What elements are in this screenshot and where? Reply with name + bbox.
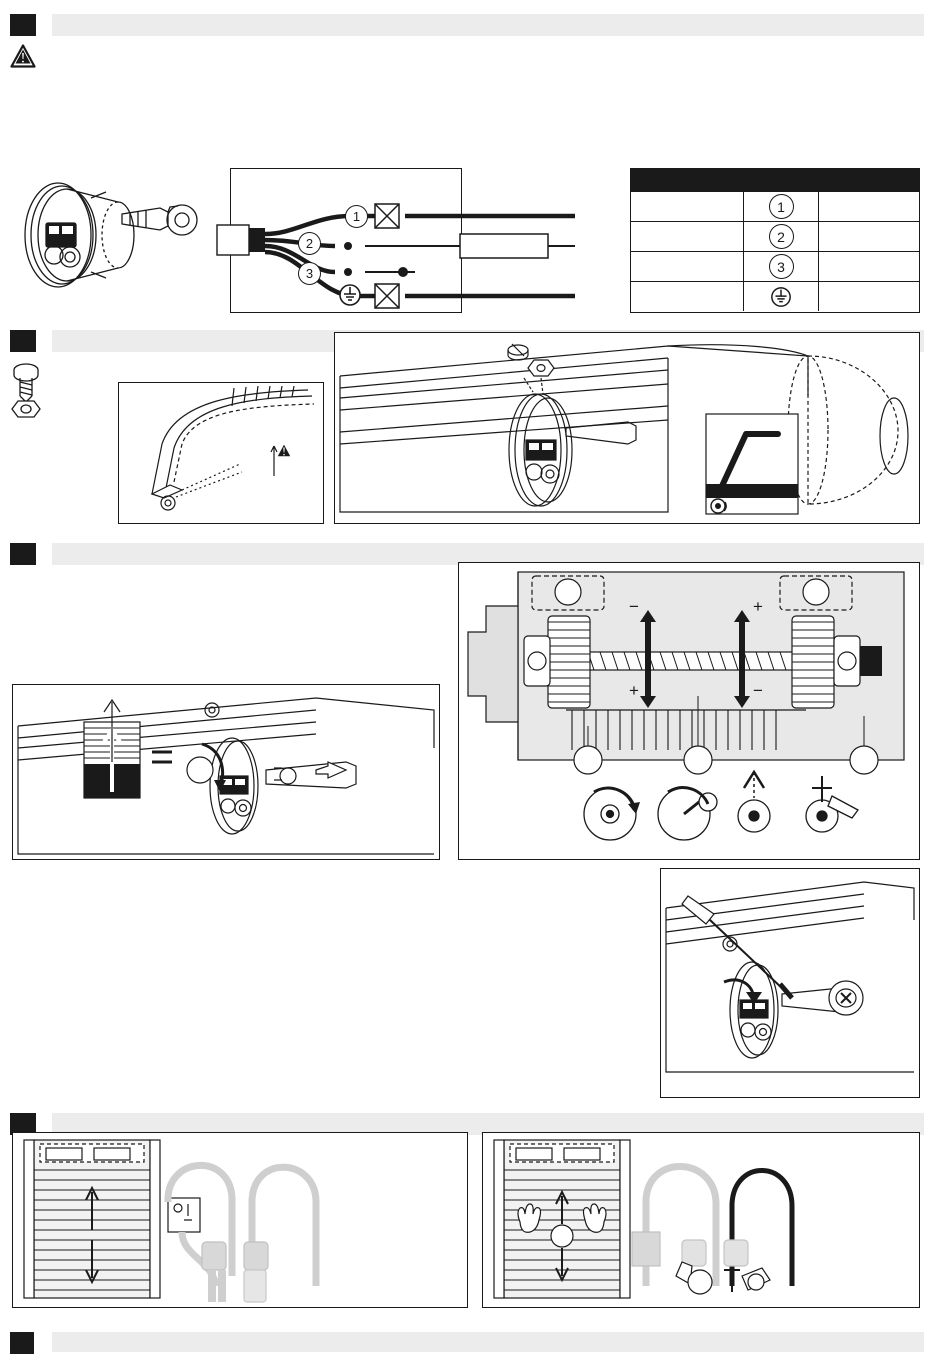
legend-cell-marker [744, 252, 819, 281]
legend-cell-note [819, 192, 919, 221]
operation-test-illustration-right [486, 1136, 916, 1304]
conductor-marker-3 [298, 262, 321, 285]
section-number-5 [10, 1332, 34, 1354]
legend-cell-note [819, 252, 919, 281]
svg-text:+: + [753, 597, 763, 616]
section-number-3 [10, 543, 36, 565]
svg-text:−: − [629, 597, 639, 616]
conductor-marker-2-label: 2 [305, 236, 314, 251]
legend-table-header [631, 169, 919, 191]
legend-cell-description [631, 282, 744, 311]
legend-cell-description [631, 222, 744, 251]
legend-cell-marker [744, 282, 819, 311]
warning-triangle-icon [10, 44, 36, 68]
section-bar-1 [52, 14, 924, 36]
detail-warning-icon [273, 440, 295, 460]
section-bar-5 [52, 1332, 924, 1352]
svg-text:−: − [753, 681, 763, 700]
legend-marker-1 [769, 194, 794, 219]
legend-cell-note [819, 282, 919, 311]
legend-cell-marker [744, 222, 819, 251]
table-row [631, 191, 919, 221]
table-row [631, 221, 919, 251]
legend-marker-2-label: 2 [777, 228, 785, 245]
legend-cell-description [631, 252, 744, 281]
svg-text:+: + [629, 681, 639, 700]
operation-test-illustration-left [16, 1136, 464, 1304]
table-row [631, 281, 919, 311]
legend-cell-description [631, 192, 744, 221]
table-row [631, 251, 919, 281]
legend-table [630, 168, 920, 313]
legend-marker-3-label: 3 [777, 258, 785, 275]
legend-marker-1-label: 1 [777, 198, 785, 215]
conductor-marker-1 [345, 205, 368, 228]
motor-illustration [10, 168, 210, 303]
legend-cell-note [819, 222, 919, 251]
travel-direction-illustration [16, 688, 436, 856]
earth-symbol-icon [338, 283, 362, 307]
conductor-marker-1-label: 1 [352, 209, 361, 224]
section-number-2 [10, 330, 36, 352]
legend-marker-2 [769, 224, 794, 249]
limit-adjustment-illustration [462, 566, 916, 856]
conductor-marker-2 [298, 232, 321, 255]
conductor-marker-3-label: 3 [305, 266, 314, 281]
legend-earth-icon [770, 286, 792, 308]
wiring-schematic [215, 168, 590, 313]
motor-install-illustration [338, 336, 916, 520]
nut-icon [10, 398, 42, 420]
legend-cell-marker [744, 192, 819, 221]
legend-marker-3 [769, 254, 794, 279]
screwdriver-adjust-illustration [664, 872, 916, 1094]
section-number-1 [10, 14, 36, 36]
